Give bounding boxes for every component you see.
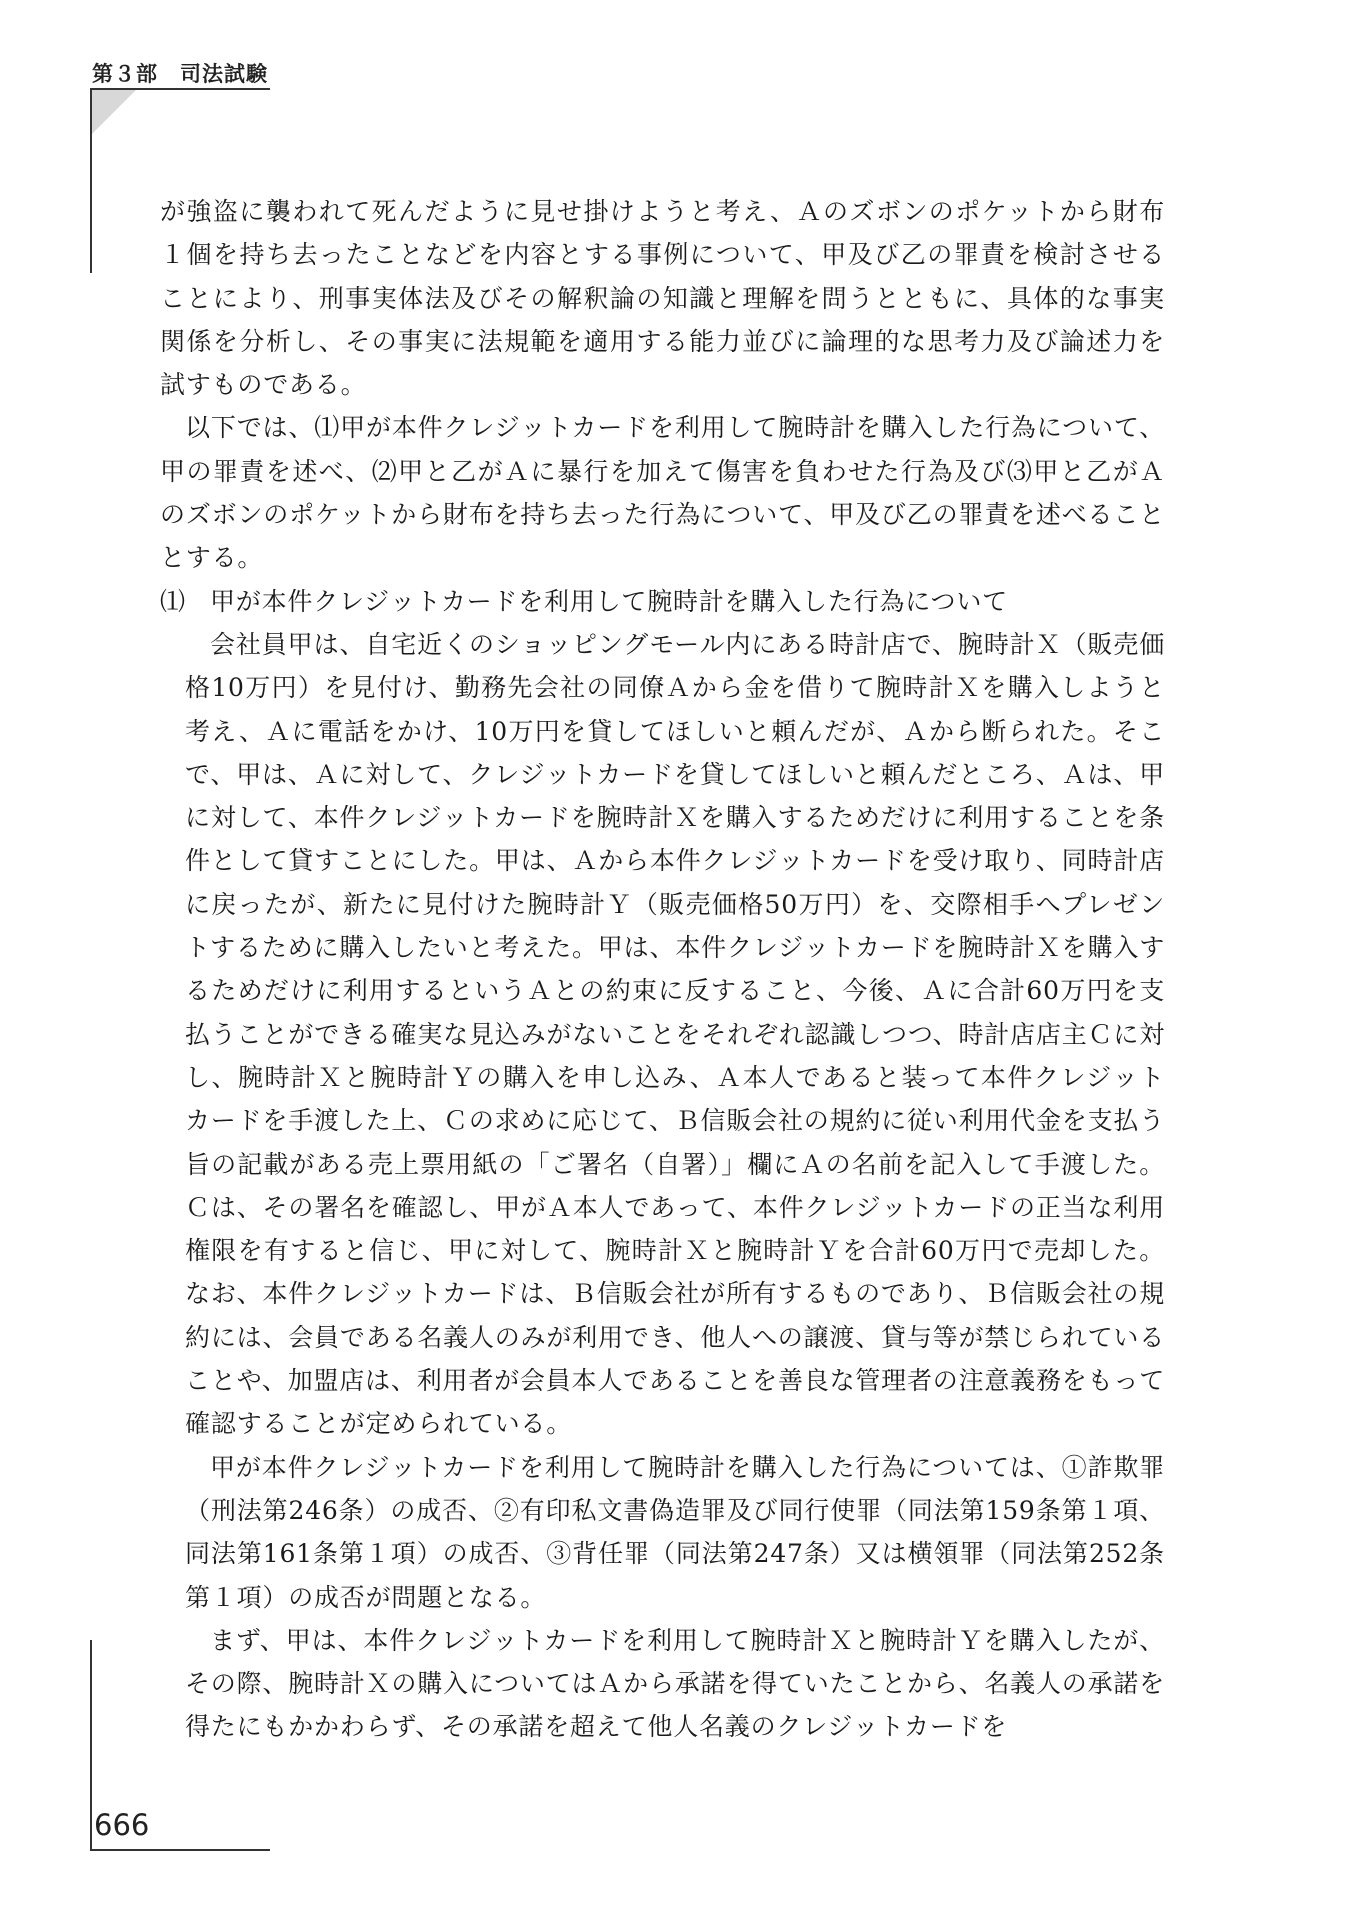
paragraph: 以下では、⑴甲が本件クレジットカードを利用して腕時計を購入した行為について、甲の罪責を述べ、⑵甲と乙がＡに暴行を加えて傷害を負わせた行為及び⑶甲と乙がＡのズボンのポケットから財布を持ち去った行為について、甲及び乙の罪責を述べることとする。 [160,413,1166,573]
corner-fold-decoration [92,90,136,134]
part-label: 第３部 [92,62,158,86]
paragraph: まず、甲は、本件クレジットカードを利用して腕時計Ｘと腕時計Ｙを購入したが、その際、腕時計Ｘの購入についてはＡから承諾を得ていたことから、名義人の承諾を得たにもかかわらず、その承諾を超えて他人名義のクレジットカードを [185,1625,1165,1742]
paragraph: 会社員甲は、自宅近くのショッピングモール内にある時計店で、腕時計Ｘ（販売価格10万円）を見付け、勤務先会社の同僚Ａから金を借りて腕時計Ｘを購入しようと考え、Ａに電話をかけ、10万円を貸してほしいと頼んだが、Ａから断られた。そこで、甲は、Ａに対して、クレジットカードを貸してほしいと頼んだところ、Ａは、甲に対して、本件クレジットカードを腕時計Ｘを購入するためだけに利用することを条件として貸すことにした。甲は、Ａから本件クレジットカードを受け取り、同時計店に戻ったが、新たに見付けた腕時計Ｙ（販売価格50万円）を、交際相手へプレゼントするために購入したいと考えた。甲は、本件クレジットカードを腕時計Ｘを購入するためだけに利用するというＡとの約束に反すること、今後、Ａに合計60万円を支払うことができる確実な見込みがないことをそれぞれ認識しつつ、時計店店主Ｃに対し、腕時計Ｘと腕時計Ｙの購入を申し込み、Ａ本人であると装って本件クレジットカードを手渡した上、Ｃの求めに応じて、Ｂ信販会社の規約に従い利用代金を支払う旨の記載がある売上票用紙の「ご署名（自署）」欄にＡの名前を記入して手渡した。Ｃは、その署名を確認し、甲がＡ本人であって、本件クレジットカードの正当な利用権限を有すると信じ、甲に対して、腕時計Ｘと腕時計Ｙを合計60万円で売却した。なお、本件クレジットカードは、Ｂ信販会社が所有するものであり、Ｂ信販会社の規約には、会員である名義人のみが利用でき、他人への譲渡、貸与等が禁じられていることや、加盟店は、利用者が会員本人であることを善良な管理者の注意義務をもって確認することが定められている。 [185,629,1165,1439]
section-title: 司法試験 [180,62,268,86]
section-heading-title: 甲が本件クレジットカードを利用して腕時計を購入した行為について [210,586,1008,616]
paragraph: 甲が本件クレジットカードを利用して腕時計を購入した行為については、①詐欺罪（刑法第246条）の成否、②有印私文書偽造罪及び同行使罪（同法第159条第１項、同法第161条第１項）の成否、③背任罪（同法第247条）又は横領罪（同法第252条第１項）の成否が問題となる。 [185,1452,1165,1612]
body-text [160,190,1165,1749]
section-number: ⑴ [160,586,186,616]
paragraph: が強盗に襲われて死んだように見せ掛けようと考え、Ａのズボンのポケットから財布１個を持ち去ったことなどを内容とする事例について、甲及び乙の罪責を検討させることにより、刑事実体法及びその解釈論の知識と理解を問うとともに、具体的な事実関係を分析し、その事実に法規範を適用する能力並びに論理的な思考力及び論述力を試すものである。 [160,197,1165,400]
page-number: 666 [94,1808,150,1842]
margin-rule-bottom [90,1640,92,1850]
section-heading [160,580,1165,623]
margin-rule-top [90,88,92,273]
running-header [92,58,268,88]
footer-rule [90,1849,270,1851]
